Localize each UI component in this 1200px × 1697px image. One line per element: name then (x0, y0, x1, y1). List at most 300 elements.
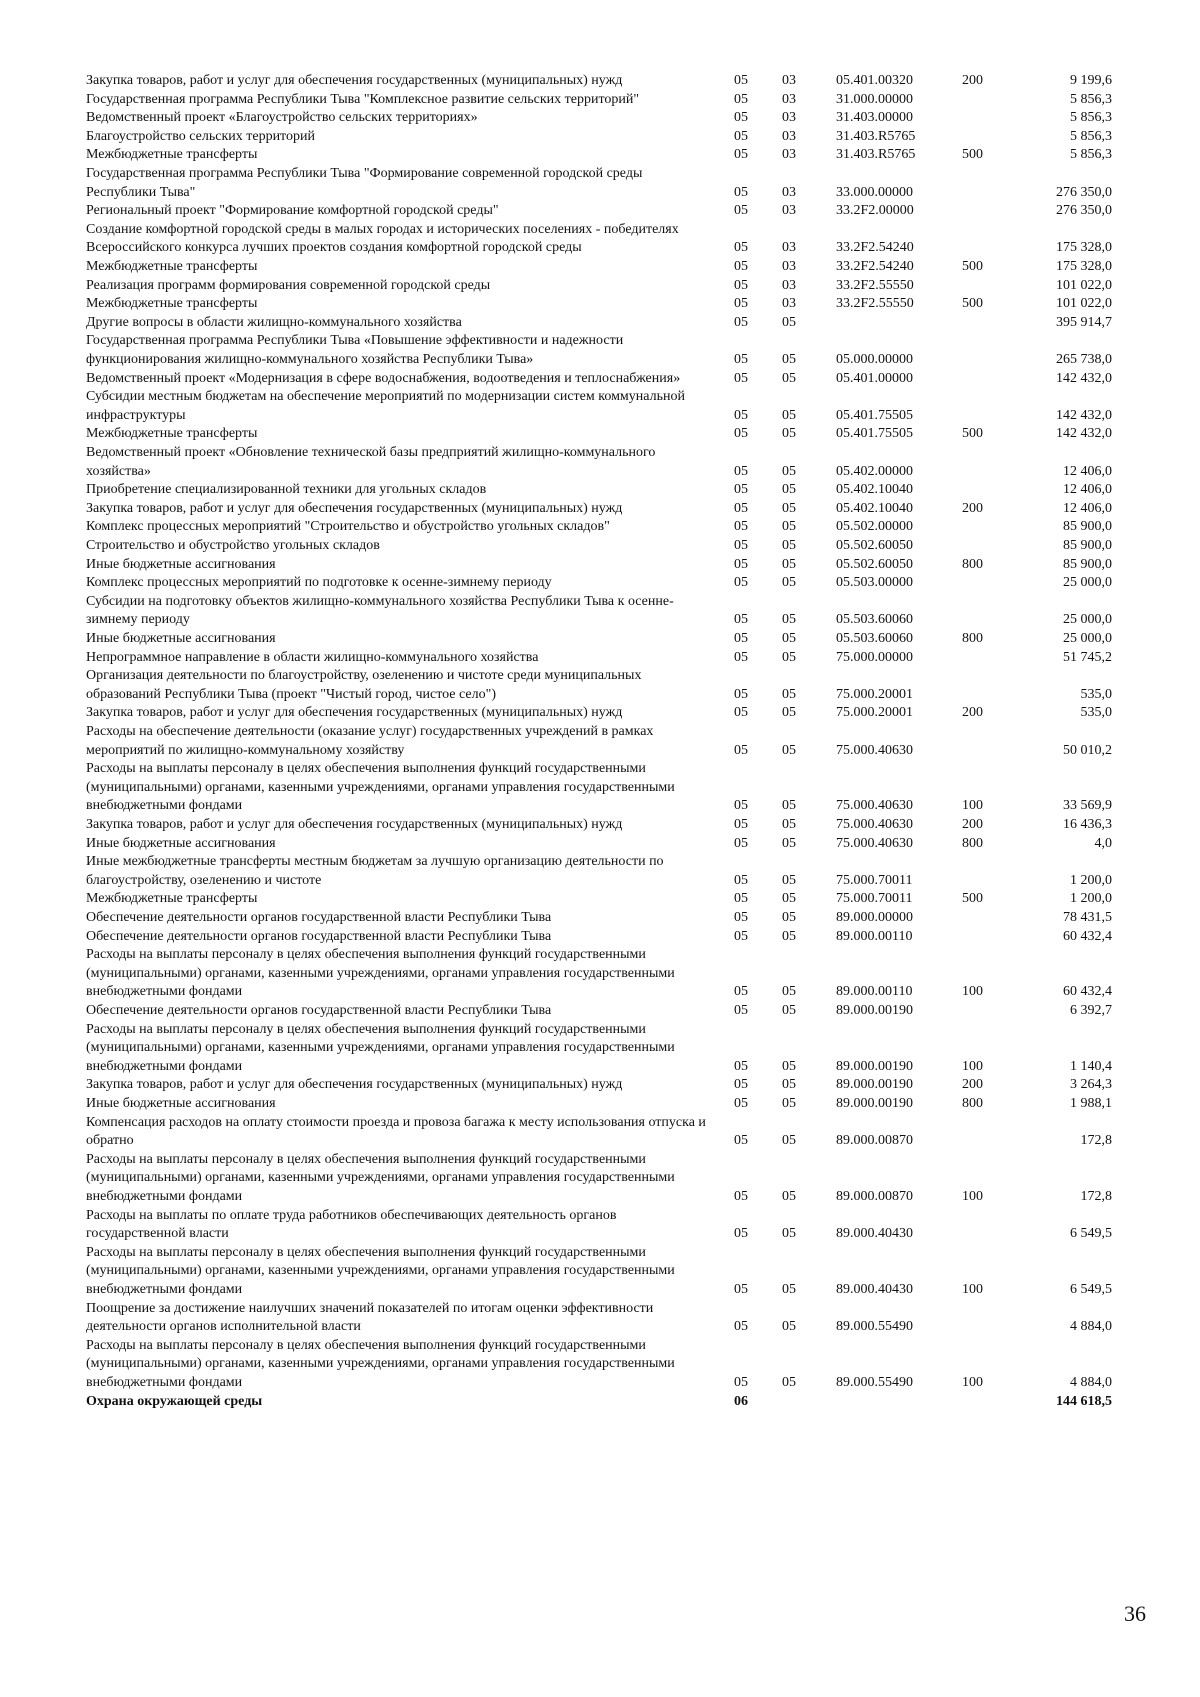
table-row (0, 1095, 1200, 1114)
row-description: Государственная программа Республики Тыва «Повышение эффективности и надежности функционирования жилищно-коммунального хозяйства Республики Тыва» (86, 333, 624, 367)
row-amount: 25 000,0 (1063, 612, 1112, 628)
row-target-article: 33.2F2.55550 (836, 277, 914, 293)
row-section-code: 05 (734, 296, 748, 312)
row-description: Расходы на выплаты по оплате труда работников обеспечивающих деятельность органов государственной власти (86, 1207, 617, 1242)
row-description: Межбюджетные трансферты (86, 296, 258, 312)
row-section-code: 05 (734, 1319, 748, 1335)
table-row (0, 444, 1200, 481)
row-amount: 144 618,5 (1056, 1393, 1112, 1409)
row-section-code: 05 (734, 277, 748, 293)
table-row (0, 109, 1200, 128)
row-subsection-code: 05 (782, 407, 796, 423)
row-target-article: 05.402.00000 (836, 463, 913, 479)
row-description: Поощрение за достижение наилучших значений показателей по итогам оценки эффективности деятельности органов исполнительной власти (86, 1300, 654, 1335)
row-description: Иные бюджетные ассигнования (86, 631, 276, 646)
page-number: 36 (1124, 1601, 1146, 1626)
row-subsection-code: 03 (782, 240, 796, 256)
table-row (0, 481, 1200, 500)
row-section-code: 05 (734, 556, 748, 572)
table-row (0, 425, 1200, 444)
row-expense-type: 200 (962, 705, 983, 721)
table-row (0, 146, 1200, 165)
table-row (0, 537, 1200, 556)
table-row (0, 890, 1200, 909)
table-row (0, 72, 1200, 91)
row-target-article: 89.000.00190 (836, 1077, 913, 1093)
table-row (0, 1393, 1200, 1412)
row-amount: 6 549,5 (1070, 1281, 1112, 1297)
table-row (0, 574, 1200, 593)
row-target-article: 05.503.60060 (836, 631, 913, 646)
table-row (0, 518, 1200, 537)
row-section-code: 05 (734, 482, 748, 498)
row-amount: 60 432,4 (1063, 928, 1112, 944)
row-amount: 25 000,0 (1063, 631, 1112, 646)
row-expense-type: 500 (962, 296, 983, 312)
row-target-article: 89.000.00190 (836, 1003, 913, 1018)
row-target-article: 05.503.60060 (836, 612, 913, 628)
row-target-article: 33.2F2.55550 (836, 296, 914, 312)
row-target-article: 89.000.00000 (836, 910, 913, 925)
row-target-article: 75.000.40630 (836, 835, 913, 851)
row-target-article: 05.401.00320 (836, 73, 913, 88)
table-row (0, 556, 1200, 575)
row-target-article: 89.000.40430 (836, 1226, 913, 1242)
row-description: Иные бюджетные ассигнования (86, 1096, 276, 1111)
row-amount: 60 432,4 (1063, 984, 1112, 1000)
row-section-code: 05 (734, 1133, 748, 1149)
table-row (0, 202, 1200, 221)
row-amount: 1 200,0 (1070, 891, 1112, 907)
row-target-article: 31.403.00000 (836, 110, 913, 126)
row-description: Субсидии на подготовку объектов жилищно-коммунального хозяйства Республики Тыва к осенне-зимнему периоду (86, 593, 674, 628)
row-description: Межбюджетные трансферты (86, 259, 258, 274)
row-description: Расходы на выплаты персоналу в целях обеспечения выполнения функций государственными (муниципальными) органами, казенными учреждениями, органами управления государственными внебюджетными фондами (86, 1244, 675, 1297)
row-amount: 1 140,4 (1070, 1058, 1112, 1074)
row-target-article: 89.000.00870 (836, 1133, 913, 1149)
row-expense-type: 200 (962, 73, 983, 88)
row-expense-type: 500 (962, 259, 983, 274)
row-section-code: 05 (734, 742, 748, 758)
row-subsection-code: 05 (782, 835, 796, 851)
row-target-article: 05.000.00000 (836, 351, 913, 367)
row-target-article: 05.502.60050 (836, 556, 913, 572)
row-section-code: 05 (734, 259, 748, 274)
row-description: Строительство и обустройство угольных складов (86, 538, 380, 553)
row-section-code: 05 (734, 1281, 748, 1297)
row-target-article: 89.000.00110 (836, 984, 913, 1000)
table-row (0, 853, 1200, 890)
row-target-article: 05.401.00000 (836, 370, 913, 386)
row-amount: 172,8 (1080, 1188, 1112, 1204)
row-subsection-code: 03 (782, 259, 796, 274)
row-amount: 276 350,0 (1056, 203, 1112, 219)
row-amount: 16 436,3 (1063, 817, 1112, 832)
row-description: Иные бюджетные ассигнования (86, 835, 276, 851)
row-target-article: 89.000.40430 (836, 1281, 913, 1297)
row-description: Региональный проект "Формирование комфортной городской среды" (86, 203, 499, 219)
row-subsection-code: 03 (782, 128, 796, 144)
table-row (0, 1021, 1200, 1077)
table-row (0, 667, 1200, 704)
row-subsection-code: 05 (782, 649, 796, 665)
row-description: Ведомственный проект «Модернизация в сфере водоснабжения, водоотведения и теплоснабжения» (86, 370, 681, 386)
row-amount: 1 988,1 (1070, 1096, 1112, 1111)
row-target-article: 31.403.R5765 (836, 128, 916, 144)
row-amount: 175 328,0 (1056, 240, 1112, 256)
row-subsection-code: 05 (782, 426, 796, 442)
row-section-code: 05 (734, 798, 748, 814)
row-subsection-code: 05 (782, 612, 796, 628)
row-amount: 172,8 (1080, 1133, 1112, 1149)
table-row (0, 1207, 1200, 1244)
row-subsection-code: 05 (782, 556, 796, 572)
row-subsection-code: 05 (782, 500, 796, 516)
row-subsection-code: 05 (782, 519, 796, 535)
row-section-code: 05 (734, 184, 748, 200)
row-description: Компенсация расходов на оплату стоимости проезда и провоза багажа к месту использования отпуска и обратно (86, 1114, 706, 1149)
row-target-article: 05.402.10040 (836, 500, 913, 516)
row-subsection-code: 03 (782, 91, 796, 107)
row-amount: 12 406,0 (1063, 500, 1112, 516)
row-section-code: 05 (734, 686, 748, 702)
row-subsection-code: 05 (782, 705, 796, 721)
row-expense-type: 500 (962, 147, 983, 163)
row-description: Расходы на выплаты персоналу в целях обеспечения выполнения функций государственными (муниципальными) органами, казенными учреждениями, органами управления государственными внебюджетными фондами (86, 1151, 675, 1204)
row-expense-type: 100 (962, 1374, 983, 1390)
row-section-code: 05 (734, 928, 748, 944)
table-row (0, 1002, 1200, 1021)
row-amount: 101 022,0 (1056, 296, 1112, 312)
table-row (0, 835, 1200, 854)
row-expense-type: 800 (962, 631, 983, 646)
row-expense-type: 500 (962, 891, 983, 907)
table-row (0, 649, 1200, 668)
row-amount: 1 200,0 (1070, 872, 1112, 888)
row-description: Организация деятельности по благоустройству, озеленению и чистоте среди муниципальных образований Республики Тыва (проект "Чистый город, чистое село") (86, 668, 642, 702)
row-section-code: 05 (734, 519, 748, 535)
table-row (0, 593, 1200, 630)
row-section-code: 05 (734, 1096, 748, 1111)
row-expense-type: 200 (962, 500, 983, 516)
row-amount: 3 264,3 (1070, 1077, 1112, 1093)
row-target-article: 75.000.40630 (836, 817, 913, 832)
row-amount: 5 856,3 (1070, 110, 1112, 126)
row-description: Реализация программ формирования современной городской среды (86, 277, 491, 293)
row-description: Расходы на выплаты персоналу в целях обеспечения выполнения функций государственными (муниципальными) органами, казенными учреждениями, органами управления государственными внебюджетными фондами (86, 1337, 675, 1390)
row-section-code: 05 (734, 631, 748, 646)
row-section-code: 05 (734, 612, 748, 628)
row-description: Ведомственный проект «Благоустройство сельских территориях» (86, 110, 478, 126)
row-subsection-code: 05 (782, 370, 796, 386)
row-subsection-code: 03 (782, 277, 796, 293)
row-target-article: 89.000.00190 (836, 1096, 913, 1111)
row-expense-type: 200 (962, 1077, 983, 1093)
row-description: Другие вопросы в области жилищно-коммунального хозяйства (86, 314, 462, 330)
row-subsection-code: 05 (782, 1188, 796, 1204)
table-row (0, 946, 1200, 1002)
row-target-article: 05.402.10040 (836, 482, 913, 498)
row-amount: 101 022,0 (1056, 277, 1112, 293)
row-subsection-code: 05 (782, 1374, 796, 1390)
row-target-article: 05.401.75505 (836, 426, 913, 442)
row-section-code: 05 (734, 73, 748, 88)
row-description: Иные бюджетные ассигнования (86, 556, 276, 572)
row-section-code: 05 (734, 128, 748, 144)
row-subsection-code: 05 (782, 631, 796, 646)
table-row (0, 1114, 1200, 1151)
row-amount: 142 432,0 (1056, 407, 1112, 423)
row-subsection-code: 05 (782, 686, 796, 702)
row-amount: 535,0 (1080, 705, 1112, 721)
row-amount: 33 569,9 (1063, 798, 1112, 814)
row-target-article: 89.000.00870 (836, 1188, 913, 1204)
table-row (0, 816, 1200, 835)
table-row (0, 630, 1200, 649)
row-section-code: 05 (734, 538, 748, 553)
row-amount: 9 199,6 (1070, 73, 1112, 88)
row-subsection-code: 05 (782, 538, 796, 553)
row-target-article: 75.000.20001 (836, 686, 913, 702)
row-amount: 6 392,7 (1070, 1003, 1112, 1018)
table-row (0, 91, 1200, 110)
table-row (0, 1244, 1200, 1300)
table-row (0, 928, 1200, 947)
row-amount: 50 010,2 (1063, 742, 1112, 758)
row-section-code: 05 (734, 575, 748, 591)
row-section-code: 05 (734, 370, 748, 386)
row-subsection-code: 03 (782, 110, 796, 126)
row-subsection-code: 05 (782, 817, 796, 832)
row-amount: 4 884,0 (1070, 1319, 1112, 1335)
row-section-code: 05 (734, 147, 748, 163)
row-description: Ведомственный проект «Обновление технической базы предприятий жилищно-коммунального хозяйства» (86, 445, 656, 479)
row-subsection-code: 05 (782, 482, 796, 498)
row-target-article: 89.000.00110 (836, 928, 913, 944)
row-description: Охрана окружающей среды (86, 1393, 263, 1409)
table-row (0, 1076, 1200, 1095)
row-expense-type: 100 (962, 1188, 983, 1204)
row-subsection-code: 05 (782, 928, 796, 944)
row-expense-type: 100 (962, 798, 983, 814)
row-description: Закупка товаров, работ и услуг для обеспечения государственных (муниципальных) нужд (86, 705, 623, 721)
row-target-article: 33.2F2.54240 (836, 259, 914, 274)
row-description: Государственная программа Республики Тыва "Формирование современной городской среды Республики Тыва" (86, 166, 643, 200)
table-row (0, 221, 1200, 258)
row-subsection-code: 05 (782, 575, 796, 591)
row-amount: 265 738,0 (1056, 351, 1112, 367)
row-section-code: 05 (734, 872, 748, 888)
row-description: Обеспечение деятельности органов государственной власти Республики Тыва (86, 910, 552, 925)
row-subsection-code: 05 (782, 1281, 796, 1297)
row-description: Закупка товаров, работ и услуг для обеспечения государственных (муниципальных) нужд (86, 1077, 623, 1093)
table-row (0, 277, 1200, 296)
row-target-article: 05.503.00000 (836, 575, 913, 591)
row-section-code: 05 (734, 1188, 748, 1204)
row-description: Создание комфортной городской среды в малых городах и исторических поселениях - победителях Всероссийского конкурса лучших проектов создания комфортной городской среды (86, 221, 679, 256)
row-target-article: 31.403.R5765 (836, 147, 916, 163)
row-subsection-code: 05 (782, 1226, 796, 1242)
row-subsection-code: 05 (782, 1319, 796, 1335)
table-row (0, 1337, 1200, 1393)
table-row (0, 332, 1200, 369)
table-row (0, 723, 1200, 760)
row-description: Комплекс процессных мероприятий "Строительство и обустройство угольных складов" (86, 519, 610, 535)
row-subsection-code: 05 (782, 463, 796, 479)
row-subsection-code: 03 (782, 184, 796, 200)
row-subsection-code: 05 (782, 910, 796, 925)
row-section-code: 05 (734, 426, 748, 442)
row-amount: 25 000,0 (1063, 575, 1112, 591)
row-target-article: 75.000.70011 (836, 872, 913, 888)
row-description: Непрограммное направление в области жилищно-коммунального хозяйства (86, 649, 539, 665)
row-target-article: 05.502.60050 (836, 538, 913, 553)
row-amount: 4,0 (1094, 835, 1112, 851)
row-expense-type: 200 (962, 817, 983, 832)
row-section-code: 05 (734, 1374, 748, 1390)
row-expense-type: 100 (962, 984, 983, 1000)
row-description: Закупка товаров, работ и услуг для обеспечения государственных (муниципальных) нужд (86, 817, 623, 832)
row-amount: 142 432,0 (1056, 426, 1112, 442)
row-description: Государственная программа Республики Тыва "Комплексное развитие сельских территорий" (86, 91, 640, 107)
row-section-code: 05 (734, 91, 748, 107)
row-description: Субсидии местным бюджетам на обеспечение мероприятий по модернизации систем коммунальной инфраструктуры (86, 389, 685, 423)
table-row (0, 370, 1200, 389)
row-description: Закупка товаров, работ и услуг для обеспечения государственных (муниципальных) нужд (86, 500, 623, 516)
row-section-code: 05 (734, 817, 748, 832)
row-description: Закупка товаров, работ и услуг для обеспечения государственных (муниципальных) нужд (86, 73, 623, 88)
table-row (0, 314, 1200, 333)
row-target-article: 89.000.55490 (836, 1319, 913, 1335)
row-target-article: 89.000.55490 (836, 1374, 913, 1390)
table-row (0, 258, 1200, 277)
row-subsection-code: 05 (782, 1133, 796, 1149)
row-amount: 5 856,3 (1070, 147, 1112, 163)
row-section-code: 05 (734, 1003, 748, 1018)
row-section-code: 05 (734, 1058, 748, 1074)
row-expense-type: 800 (962, 1096, 983, 1111)
row-amount: 5 856,3 (1070, 91, 1112, 107)
row-target-article: 75.000.40630 (836, 798, 913, 814)
row-target-article: 89.000.00190 (836, 1058, 913, 1074)
row-description: Приобретение специализированной техники для угольных складов (86, 482, 487, 498)
row-description: Межбюджетные трансферты (86, 147, 258, 163)
table-row (0, 704, 1200, 723)
row-subsection-code: 05 (782, 1003, 796, 1018)
row-target-article: 31.000.00000 (836, 91, 913, 107)
row-subsection-code: 05 (782, 1058, 796, 1074)
row-subsection-code: 05 (782, 351, 796, 367)
row-subsection-code: 03 (782, 296, 796, 312)
row-subsection-code: 05 (782, 1096, 796, 1111)
row-amount: 142 432,0 (1056, 370, 1112, 386)
row-amount: 51 745,2 (1063, 649, 1112, 665)
row-amount: 276 350,0 (1056, 184, 1112, 200)
row-section-code: 05 (734, 984, 748, 1000)
row-description: Обеспечение деятельности органов государственной власти Республики Тыва (86, 928, 552, 944)
table-row (0, 500, 1200, 519)
row-amount: 395 914,7 (1056, 314, 1112, 330)
row-expense-type: 800 (962, 835, 983, 851)
row-amount: 78 431,5 (1063, 910, 1112, 925)
row-target-article: 05.502.00000 (836, 519, 913, 535)
table-row (0, 295, 1200, 314)
row-subsection-code: 03 (782, 73, 796, 88)
row-description: Благоустройство сельских территорий (86, 128, 315, 144)
table-row (0, 165, 1200, 202)
row-expense-type: 100 (962, 1281, 983, 1297)
row-expense-type: 500 (962, 426, 983, 442)
row-amount: 535,0 (1080, 686, 1112, 702)
row-target-article: 33.000.00000 (836, 184, 913, 200)
row-subsection-code: 05 (782, 1077, 796, 1093)
row-target-article: 75.000.70011 (836, 891, 913, 907)
row-subsection-code: 05 (782, 798, 796, 814)
row-expense-type: 100 (962, 1058, 983, 1074)
row-section-code: 05 (734, 835, 748, 851)
row-section-code: 05 (734, 891, 748, 907)
row-description: Комплекс процессных мероприятий по подготовке к осенне-зимнему периоду (86, 575, 552, 591)
row-section-code: 05 (734, 240, 748, 256)
row-description: Расходы на выплаты персоналу в целях обеспечения выполнения функций государственными (муниципальными) органами, казенными учреждениями, органами управления государственными внебюджетными фондами (86, 761, 675, 814)
row-description: Обеспечение деятельности органов государственной власти Республики Тыва (86, 1003, 552, 1018)
row-subsection-code: 05 (782, 742, 796, 758)
table-row (0, 760, 1200, 816)
row-amount: 175 328,0 (1056, 259, 1112, 274)
table-row (0, 909, 1200, 928)
table-row (0, 128, 1200, 147)
row-section-code: 05 (734, 110, 748, 126)
row-subsection-code: 05 (782, 984, 796, 1000)
row-amount: 85 900,0 (1063, 519, 1112, 535)
row-section-code: 05 (734, 351, 748, 367)
row-section-code: 05 (734, 910, 748, 925)
row-description: Межбюджетные трансферты (86, 426, 258, 442)
row-target-article: 75.000.40630 (836, 742, 913, 758)
row-subsection-code: 03 (782, 203, 796, 219)
row-amount: 5 856,3 (1070, 128, 1112, 144)
row-section-code: 05 (734, 203, 748, 219)
row-amount: 4 884,0 (1070, 1374, 1112, 1390)
table-row (0, 1151, 1200, 1207)
row-subsection-code: 05 (782, 891, 796, 907)
row-amount: 85 900,0 (1063, 538, 1112, 553)
row-subsection-code: 05 (782, 314, 796, 330)
row-amount: 6 549,5 (1070, 1226, 1112, 1242)
table-row (0, 388, 1200, 425)
row-section-code: 06 (734, 1393, 748, 1409)
row-expense-type: 800 (962, 556, 983, 572)
row-target-article: 33.2F2.00000 (836, 203, 914, 219)
row-description: Расходы на обеспечение деятельности (оказание услуг) государственных учреждений в рамках мероприятий по жилищно-коммунальному хозяйству (86, 724, 654, 758)
row-target-article: 75.000.00000 (836, 649, 913, 665)
row-section-code: 05 (734, 314, 748, 330)
row-target-article: 33.2F2.54240 (836, 240, 914, 256)
row-description: Расходы на выплаты персоналу в целях обеспечения выполнения функций государственными (муниципальными) органами, казенными учреждениями, органами управления государственными внебюджетными фондами (86, 1021, 675, 1074)
row-subsection-code: 05 (782, 872, 796, 888)
row-target-article: 75.000.20001 (836, 705, 913, 721)
row-amount: 12 406,0 (1063, 482, 1112, 498)
row-section-code: 05 (734, 1077, 748, 1093)
row-section-code: 05 (734, 649, 748, 665)
table-row (0, 1300, 1200, 1337)
row-section-code: 05 (734, 705, 748, 721)
row-subsection-code: 03 (782, 147, 796, 163)
row-description: Расходы на выплаты персоналу в целях обеспечения выполнения функций государственными (муниципальными) органами, казенными учреждениями, органами управления государственными внебюджетными фондами (86, 947, 675, 1000)
row-amount: 12 406,0 (1063, 463, 1112, 479)
row-target-article: 05.401.75505 (836, 407, 913, 423)
row-section-code: 05 (734, 500, 748, 516)
